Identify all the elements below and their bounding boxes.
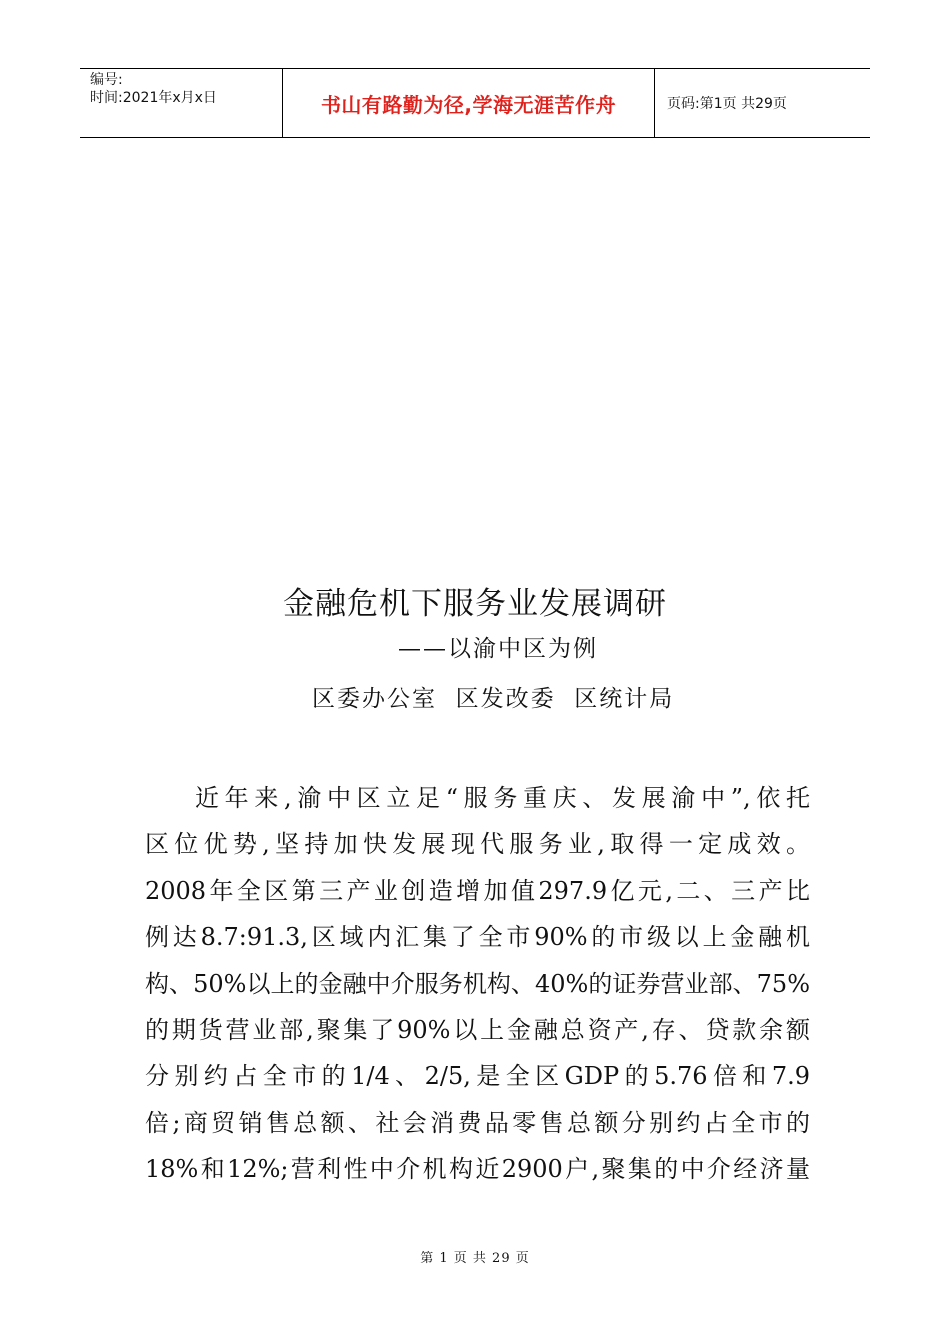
paragraph-line: 分别约占全市的1/4、2/5,是全区GDP的5.76倍和7.9	[145, 1062, 810, 1091]
paragraph-line: 18%和12%;营利性中介机构近2900户,聚集的中介经济量	[145, 1155, 810, 1184]
header-page-cell	[655, 69, 870, 137]
motto-text: 书山有路勤为径,学海无涯苦作舟	[320, 92, 617, 117]
paragraph-line: 近年来,渝中区立足“服务重庆、发展渝中”,依托	[195, 784, 810, 812]
paragraph-line: 倍;商贸销售总额、社会消费品零售总额分别约占全市的	[145, 1108, 810, 1137]
time-label: 时间:2021年x月x日	[90, 90, 217, 106]
paragraph-line: 构、50%以上的金融中介服务机构、40%的证券营业部、75%	[145, 969, 810, 998]
document-title: 金融危机下服务业发展调研	[283, 586, 667, 622]
paragraph-line: 的期货营业部,聚集了90%以上金融总资产,存、贷款余额	[145, 1015, 810, 1044]
number-label: 编号:	[90, 72, 123, 88]
header-motto-cell	[283, 69, 655, 137]
body-paragraph	[145, 775, 810, 1193]
page-footer: 第 1 页 共 29 页	[420, 1251, 530, 1266]
document-subtitle: ——以渝中区为例	[398, 636, 598, 662]
paragraph-line: 例达8.7:91.3,区域内汇集了全市90%的市级以上金融机	[145, 923, 810, 952]
page-info: 页码:第1页 共29页	[667, 96, 787, 112]
document-authors: 区委办公室 区发改委 区统计局	[312, 686, 675, 712]
header-table	[80, 68, 870, 138]
paragraph-line: 区位优势,坚持加快发展现代服务业,取得一定成效。	[145, 830, 810, 859]
header-meta-cell	[80, 69, 283, 137]
paragraph-line: 2008年全区第三产业创造增加值297.9亿元,二、三产比	[145, 876, 810, 905]
